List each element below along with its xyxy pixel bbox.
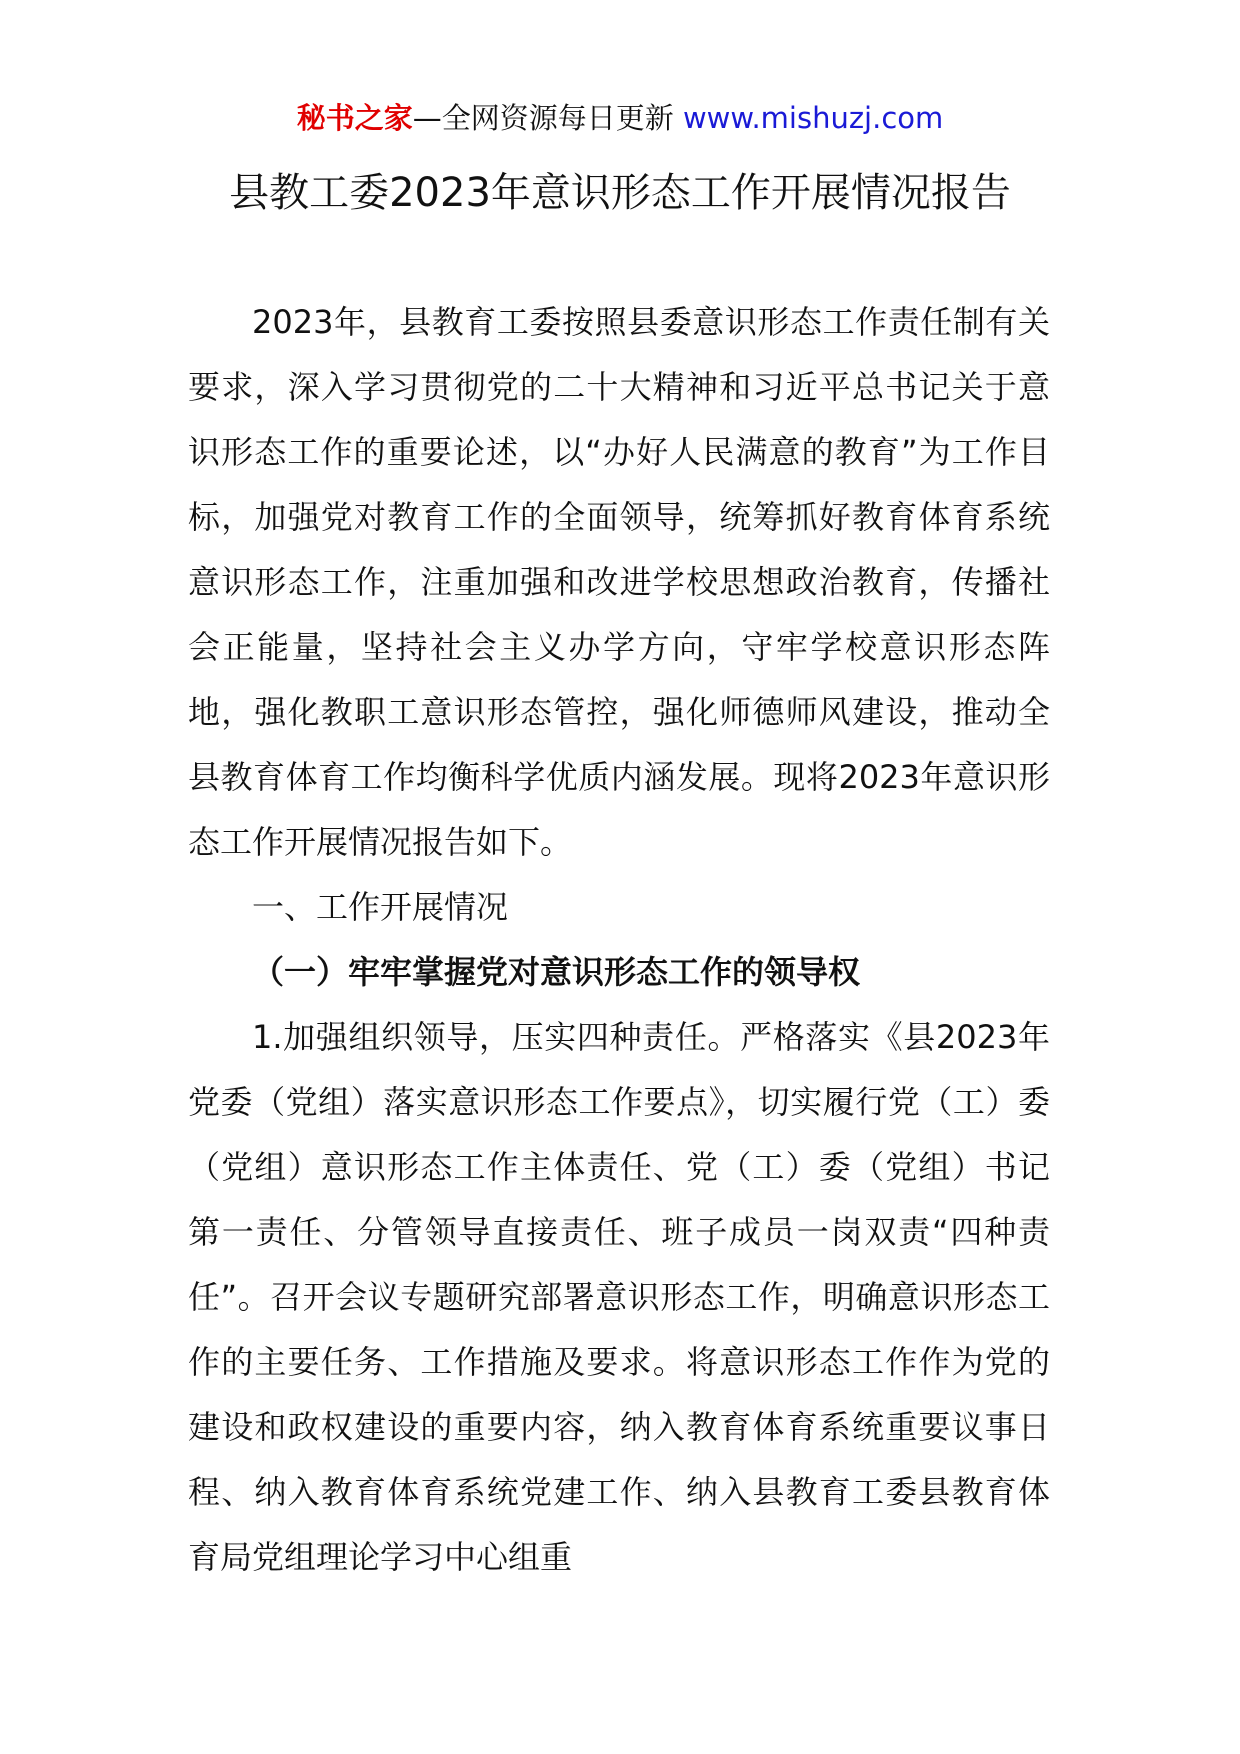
watermark-header	[0, 98, 1240, 138]
watermark-brand: 秘书之家	[296, 101, 413, 135]
document-title: 县教工委2023年意识形态工作开展情况报告	[229, 170, 1011, 216]
watermark-tagline: —全网资源每日更新	[412, 101, 683, 135]
intro-paragraph: 2023年，县教育工委按照县委意识形态工作责任制有关要求，深入学习贯彻党的二十大精神和习近平总书记关于意识形态工作的重要论述，以“办好人民满意的教育”为工作目标，加强党对教育工作的全面领导，统筹抓好教育体育系统意识形态工作，注重加强和改进学校思想政治教育，传播社会正能量，坚持社会主义办学方向，守牢学校意识形态阵地，强化教职工意识形态管控，强化师德师风建设，推动全县教育体育工作均衡科学优质内涵发展。现将2023年意识形态工作开展情况报告如下。	[188, 303, 1050, 861]
watermark-site-url: www.mishuzj.com	[682, 101, 944, 135]
document-body	[188, 290, 1050, 1590]
subsection-heading: （一）牢牢掌握党对意识形态工作的领导权	[252, 953, 861, 991]
section-heading: 一、工作开展情况	[252, 888, 509, 926]
body-paragraph: 1.加强组织领导，压实四种责任。严格落实《县2023年党委（党组）落实意识形态工作要点》，切实履行党（工）委（党组）意识形态工作主体责任、党（工）委（党组）书记第一责任、分管领导直接责任、班子成员一岗双责“四种责任”。召开会议专题研究部署意识形态工作，明确意识形态工作的主要任务、工作措施及要求。将意识形态工作作为党的建设和政权建设的重要内容，纳入教育体育系统重要议事日程、纳入教育体育系统党建工作、纳入县教育工委县教育体育局党组理论学习中心组重	[188, 1018, 1050, 1576]
